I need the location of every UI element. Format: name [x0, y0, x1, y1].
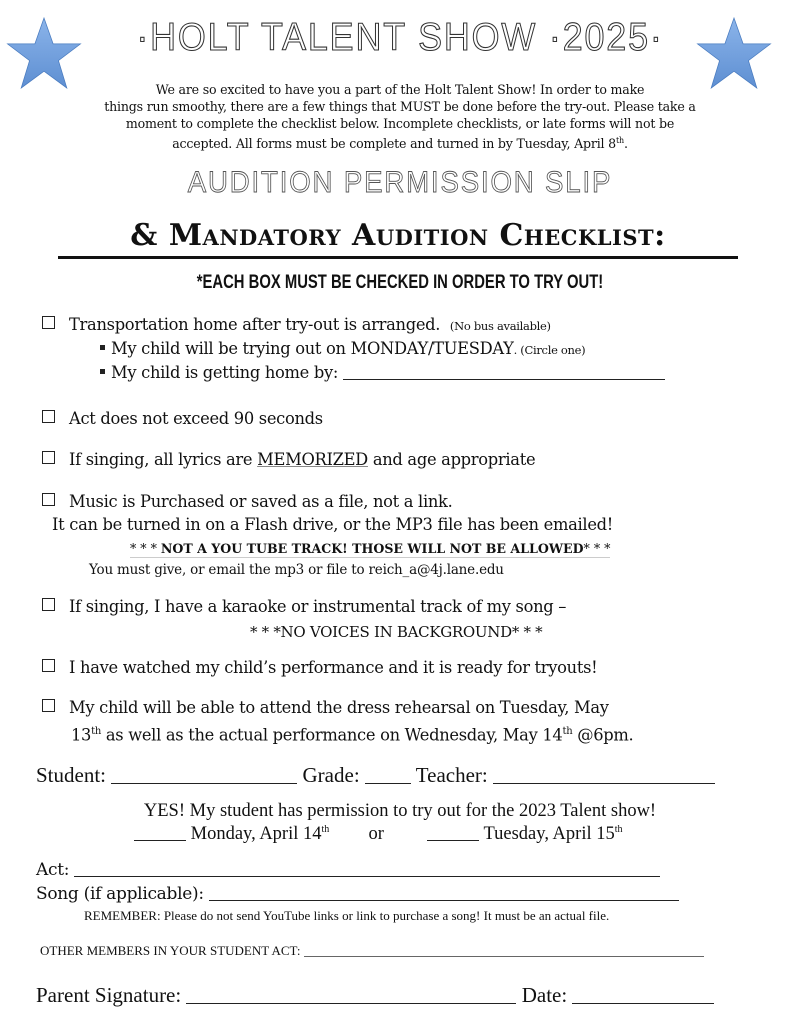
- monday-option-line[interactable]: [134, 840, 186, 841]
- intro-line: things run smoothy, there are a few things that MUST be done before the try-out. Please take a: [104, 99, 696, 114]
- checklist-heading: & Mandatory Audition Checklist:: [58, 216, 738, 259]
- bullet-getting-home: My child is getting home by:: [100, 362, 665, 384]
- checklist-instruction: *EACH BOX MUST BE CHECKED IN ORDER TO TRY OUT!: [196, 272, 604, 293]
- intro-paragraph: [40, 81, 760, 152]
- student-input-line[interactable]: [111, 783, 297, 784]
- signature-row: Parent Signature: Date:: [36, 983, 714, 1008]
- parent-signature-input-line[interactable]: [186, 1003, 516, 1004]
- checklist-item-music-file: Music is Purchased or saved as a file, not a link.: [42, 491, 453, 513]
- checkbox-lyrics[interactable]: [42, 451, 55, 464]
- bullet-icon: [100, 345, 105, 350]
- checkbox-act-length[interactable]: [42, 410, 55, 423]
- no-voices-note: * * *NO VOICES IN BACKGROUND* * *: [250, 623, 543, 641]
- grade-input-line[interactable]: [365, 783, 411, 784]
- checkbox-music-file[interactable]: [42, 493, 55, 506]
- checklist-item-act-length: Act does not exceed 90 seconds: [42, 408, 323, 430]
- intro-line: We are so excited to have you a part of the Holt Talent Show! In order to make: [155, 82, 645, 97]
- rehearsal-detail: 13th as well as the actual performance on Wednesday, May 14th @6pm.: [71, 725, 634, 745]
- intro-line: accepted. All forms must be complete and turned in by Tuesday, April 8th.: [172, 136, 628, 152]
- permission-statement: YES! My student has permission to try out for the 2023 Talent show!: [143, 801, 657, 821]
- song-row: Song (if applicable):: [36, 884, 679, 904]
- checklist-item-watched: I have watched my child’s performance and it is ready for tryouts!: [42, 657, 597, 679]
- checkbox-rehearsal[interactable]: [42, 699, 55, 712]
- remember-note: REMEMBER: Please do not send YouTube links or link to purchase a song! It must be an actual file.: [84, 908, 610, 923]
- getting-home-input-line[interactable]: [343, 379, 665, 380]
- email-instruction: You must give, or email the mp3 or file to reich_a@4j.lane.edu: [89, 562, 504, 578]
- checklist-item-rehearsal: My child will be able to attend the dress rehearsal on Tuesday, May: [42, 697, 609, 719]
- other-members-row: OTHER MEMBERS IN YOUR STUDENT ACT:: [40, 943, 704, 959]
- tuesday-option-line[interactable]: [427, 840, 479, 841]
- checkbox-karaoke[interactable]: [42, 598, 55, 611]
- music-file-detail: It can be turned in on a Flash drive, or the MP3 file has been emailed!: [52, 515, 614, 534]
- intro-line: moment to complete the checklist below. Incomplete checklists, or late forms will not be: [125, 116, 675, 131]
- youtube-warning: * * * NOT A YOU TUBE TRACK! THOSE WILL NOT BE ALLOWED* * *: [130, 541, 611, 556]
- tryout-date-options: Monday, April 14th or Tuesday, April 15th: [134, 824, 623, 845]
- page-title: ·HOLT TALENT SHOW ·2025·: [136, 16, 664, 59]
- bullet-try-out-day: My child will be trying out on MONDAY/TUESDAY. (Circle one): [100, 338, 585, 361]
- checkbox-watched[interactable]: [42, 659, 55, 672]
- checklist-item-transportation: Transportation home after try-out is arranged. (No bus available): [42, 314, 551, 337]
- act-row: Act:: [36, 860, 660, 880]
- other-members-input-line[interactable]: [304, 956, 704, 957]
- song-input-line[interactable]: [209, 900, 679, 901]
- bullet-icon: [100, 369, 105, 374]
- teacher-input-line[interactable]: [493, 783, 715, 784]
- checklist-item-lyrics: If singing, all lyrics are MEMORIZED and age appropriate: [42, 449, 535, 471]
- act-input-line[interactable]: [74, 876, 660, 877]
- checkbox-transportation[interactable]: [42, 316, 55, 329]
- permission-slip-subtitle: AUDITION PERMISSION SLIP: [187, 166, 613, 199]
- checklist-item-karaoke: If singing, I have a karaoke or instrumental track of my song –: [42, 596, 566, 618]
- date-input-line[interactable]: [572, 1003, 714, 1004]
- student-info-row: Student: Grade: Teacher:: [36, 763, 715, 788]
